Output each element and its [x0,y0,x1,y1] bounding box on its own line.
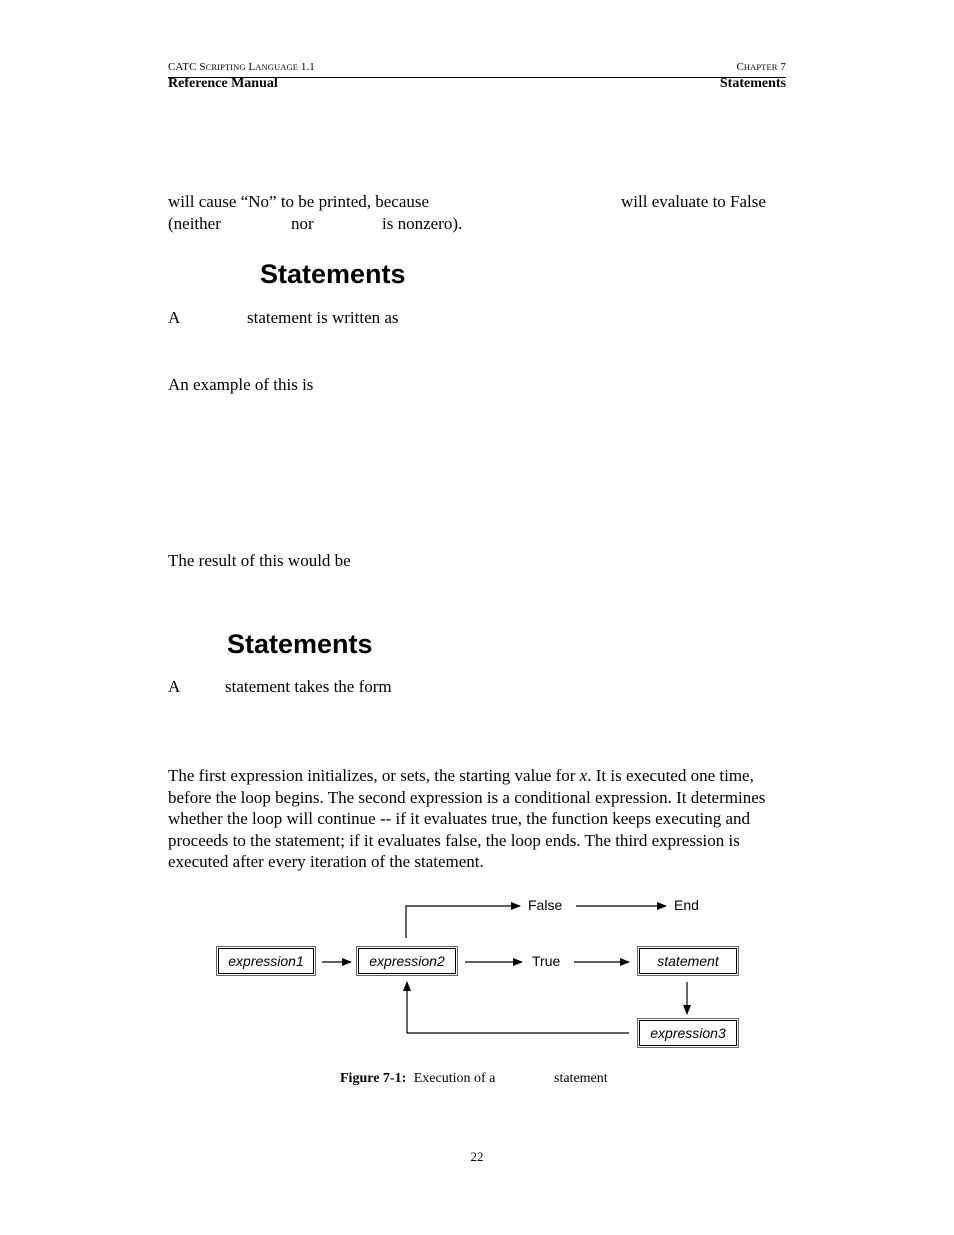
expression1-box: expression1 [218,948,314,974]
figure-caption-text-b: statement [554,1071,608,1086]
intro-line1-a: will cause “No” to be printed, because [168,192,430,211]
statement-box: statement [639,948,737,974]
header-chapter: CHAPTER 7 [736,61,786,73]
header-subtitle: Reference Manual [168,76,278,91]
expression2-box: expression2 [358,948,456,974]
page-number: 22 [470,1149,484,1164]
section2-heading: Statements [227,629,373,659]
intro-line2-a: (neither [168,214,221,233]
section2-line1-a: A [168,677,181,696]
false-label: False [528,897,563,913]
header-doc-title: CATC SCRIPTING LANGUAGE 1.1 [168,61,315,73]
intro-line1-b: will evaluate to False [621,192,766,211]
intro-line2-b: nor [291,214,314,233]
section1-result: The result of this would be [168,551,351,570]
end-label: End [674,897,699,913]
figure-caption-text-a: Execution of a [413,1071,496,1086]
section2-paragraph: The first expression initializes, or sets, the starting value for x. It is executed one time, before the loop begins. The second expression is a conditional expression. It determines whether the loop will continue -- if it evaluates true, the function keeps executing and proceeds to the statement; if it evaluates false, the loop ends. The third expression is executed after every iteration of the statement. [168,766,766,872]
section1-example: An example of this is [168,375,314,394]
section1-line1-a: A [168,308,181,327]
section2-line1-b: statement takes the form [225,677,392,696]
true-label: True [532,953,561,969]
for-loop-flow-diagram [200,890,760,1060]
section1-line1-b: statement is written as [247,308,399,327]
intro-line2-c: is nonzero). [382,214,463,233]
figure-caption [340,1071,495,1087]
section1-heading: Statements [260,259,406,289]
figure-caption-label: Figure 7-1: [340,1071,407,1086]
header-section: Statements [719,76,786,91]
expression3-box: expression3 [639,1020,737,1046]
